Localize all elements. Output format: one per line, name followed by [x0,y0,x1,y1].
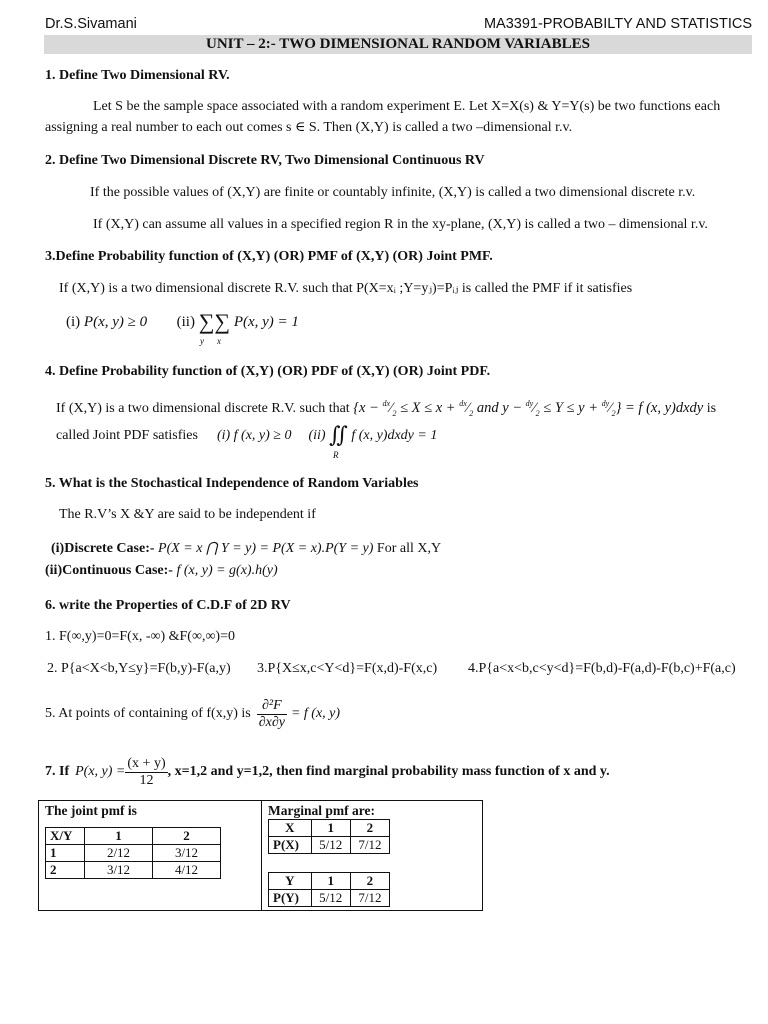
q4-line1-row [56,399,716,418]
table-cell: P(X) [269,837,312,854]
table-cell: 3/12 [153,845,221,862]
q3-cond2: P(x, y) = 1 [233,314,299,330]
q3-cond1-label: (i) [66,314,81,330]
table-row [269,873,390,890]
joint-pmf-title: The joint pmf is [45,803,137,818]
q5-discrete-tail: For all X,Y [376,541,442,556]
table-cell: 2 [153,828,221,845]
q7-prefix: 7. If [45,764,70,779]
table-cell: 2/12 [85,845,153,862]
table-cell: X [269,820,312,837]
joint-pmf-table [45,827,221,879]
q3-sum-sub-x: x [217,336,221,346]
table-cell: 3/12 [85,862,153,879]
table-row [46,862,221,879]
q3-cond1: P(x, y) ≥ 0 [83,314,148,330]
q5-heading: 5. What is the Stochastical Independence of Random Variables [45,476,419,491]
marginal-x-table [268,819,390,854]
q4-line2: called Joint PDF satisfies [56,428,198,443]
q6-property-5 [45,694,340,734]
q4-density-formula: {$x - ^{dx}⁄_2 \le X \le x$ + $^{dx}⁄_2$ and $y - ^{dy}⁄_2 \le Y \le y$ + $^{dy}⁄_2\} = f$ (x, y)dxdy [353,399,704,418]
q6-property-4: 4.P{a<x<b,c<y<d}=F(b,d)-F(a,d)-F(b,c)+F(a,c) [468,661,736,676]
q6-p5-num: ∂²F [257,698,287,715]
table-row [269,837,390,854]
q4-line1-end: is [706,400,717,416]
q4-line2-row [56,422,438,447]
table-cell: 1 [311,873,350,890]
table-row [269,820,390,837]
answer-box-divider [261,801,262,910]
q4-cond2-label: (ii) [308,428,326,443]
unit-title: UNIT – 2:- TWO DIMENSIONAL RANDOM VARIABLES [44,35,752,54]
q4-cond1: (i) f (x, y) ≥ 0 [216,428,292,443]
header-course: MA3391-PROBABILTY AND STATISTICS [483,16,752,32]
table-cell: 2 [350,820,389,837]
q6-p5-text: 5. At points of containing of f(x,y) is [45,706,251,721]
q3-conditions [66,309,299,334]
q1-heading: 1. Define Two Dimensional RV. [45,68,230,83]
q2-heading: 2. Define Two Dimensional Discrete RV, Two Dimensional Continuous RV [45,153,485,168]
table-row [46,845,221,862]
q6-property-2: 2. P{a<X<b,Y≤y}=F(b,y)-F(a,y) [47,661,231,676]
table-cell: P(Y) [269,890,312,907]
q3-heading: 3.Define Probability function of (X,Y) (OR) PMF of (X,Y) (OR) Joint PMF. [45,249,493,264]
q7-lhs: P(x, y) = [75,764,126,779]
q6-property-3: 3.P{X≤x,c<Y<d}=F(x,d)-F(x,c) [257,661,438,676]
q7-num: (x + y) [127,755,166,771]
table-cell: 1 [85,828,153,845]
q7-den: 12 [139,772,154,788]
table-cell: 2 [46,862,85,879]
table-cell: 7/12 [350,837,389,854]
q1-line1: Let S be the sample space associated with a random experiment E. Let X=X(s) & Y=Y(s) be two functions each [93,99,721,114]
double-integral-icon: ∬ [329,422,348,447]
q4-cond2: f (x, y)dxdy = 1 [351,428,438,443]
table-row [269,890,390,907]
table-cell: 1 [46,845,85,862]
table-cell: 2 [350,873,389,890]
q6-p5-den: ∂x∂y [258,714,285,730]
q5-discrete-label: (i)Discrete Case:- [51,541,155,556]
q6-heading: 6. write the Properties of C.D.F of 2D RV [45,598,291,613]
q5-continuous-row [45,563,278,579]
q7-suffix: , x=1,2 and y=1,2, then find marginal probability mass function of x and y. [167,764,610,779]
q4-line1: If (X,Y) is a two dimensional discrete R.V. such that [56,400,350,416]
table-cell: 1 [311,820,350,837]
q7-heading [45,752,610,792]
q7-answer-box [38,800,483,911]
q2-line1: If the possible values of (X,Y) are finite or countably infinite, (X,Y) is called a two dimensional discrete r.v. [90,185,696,200]
q3-sum-sub-y: y [200,336,204,346]
table-row [46,828,221,845]
q3-line1: If (X,Y) is a two dimensional discrete R.V. such that P(X=xᵢ ;Y=yⱼ)=Pᵢⱼ is called the PMF if it satisfies [59,281,633,296]
q5-line1: The R.V’s X &Y are said to be independent if [59,507,316,522]
q3-cond2-label: (ii) [176,314,195,330]
table-cell: 5/12 [311,837,350,854]
q5-continuous-formula: f (x, y) = g(x).h(y) [176,563,278,578]
q4-heading: 4. Define Probability function of (X,Y) (OR) PDF of (X,Y) (OR) Joint PDF. [45,364,491,379]
q5-discrete-row [51,540,441,557]
header-author: Dr.S.Sivamani [45,16,137,32]
table-cell: 7/12 [350,890,389,907]
table-cell: X/Y [46,828,85,845]
sum-icon: ∑∑ [198,309,231,334]
q6-property-1: 1. F(∞,y)=0=F(x, -∞) &F(∞,∞)=0 [45,629,235,644]
table-cell: Y [269,873,312,890]
marginal-y-table [268,872,390,907]
q7-fraction [125,756,167,789]
table-cell: 5/12 [311,890,350,907]
q6-p5-rhs: = f (x, y) [290,706,341,721]
marginal-pmf-title: Marginal pmf are: [268,803,375,818]
q1-line2: assigning a real number to each out comes s ∈ S. Then (X,Y) is called a two –dimensional r.v. [45,120,573,135]
q5-discrete-formula: P(X = x ⋂ Y = y) = P(X = x).P(Y = y) [158,541,374,556]
table-cell: 4/12 [153,862,221,879]
q2-line2: If (X,Y) can assume all values in a specified region R in the xy-plane, (X,Y) is called a two – dimensional r.v. [93,217,708,232]
q5-continuous-label: (ii)Continuous Case:- [45,563,173,578]
partial-derivative-fraction [257,698,287,731]
q4-region: R [333,450,339,460]
